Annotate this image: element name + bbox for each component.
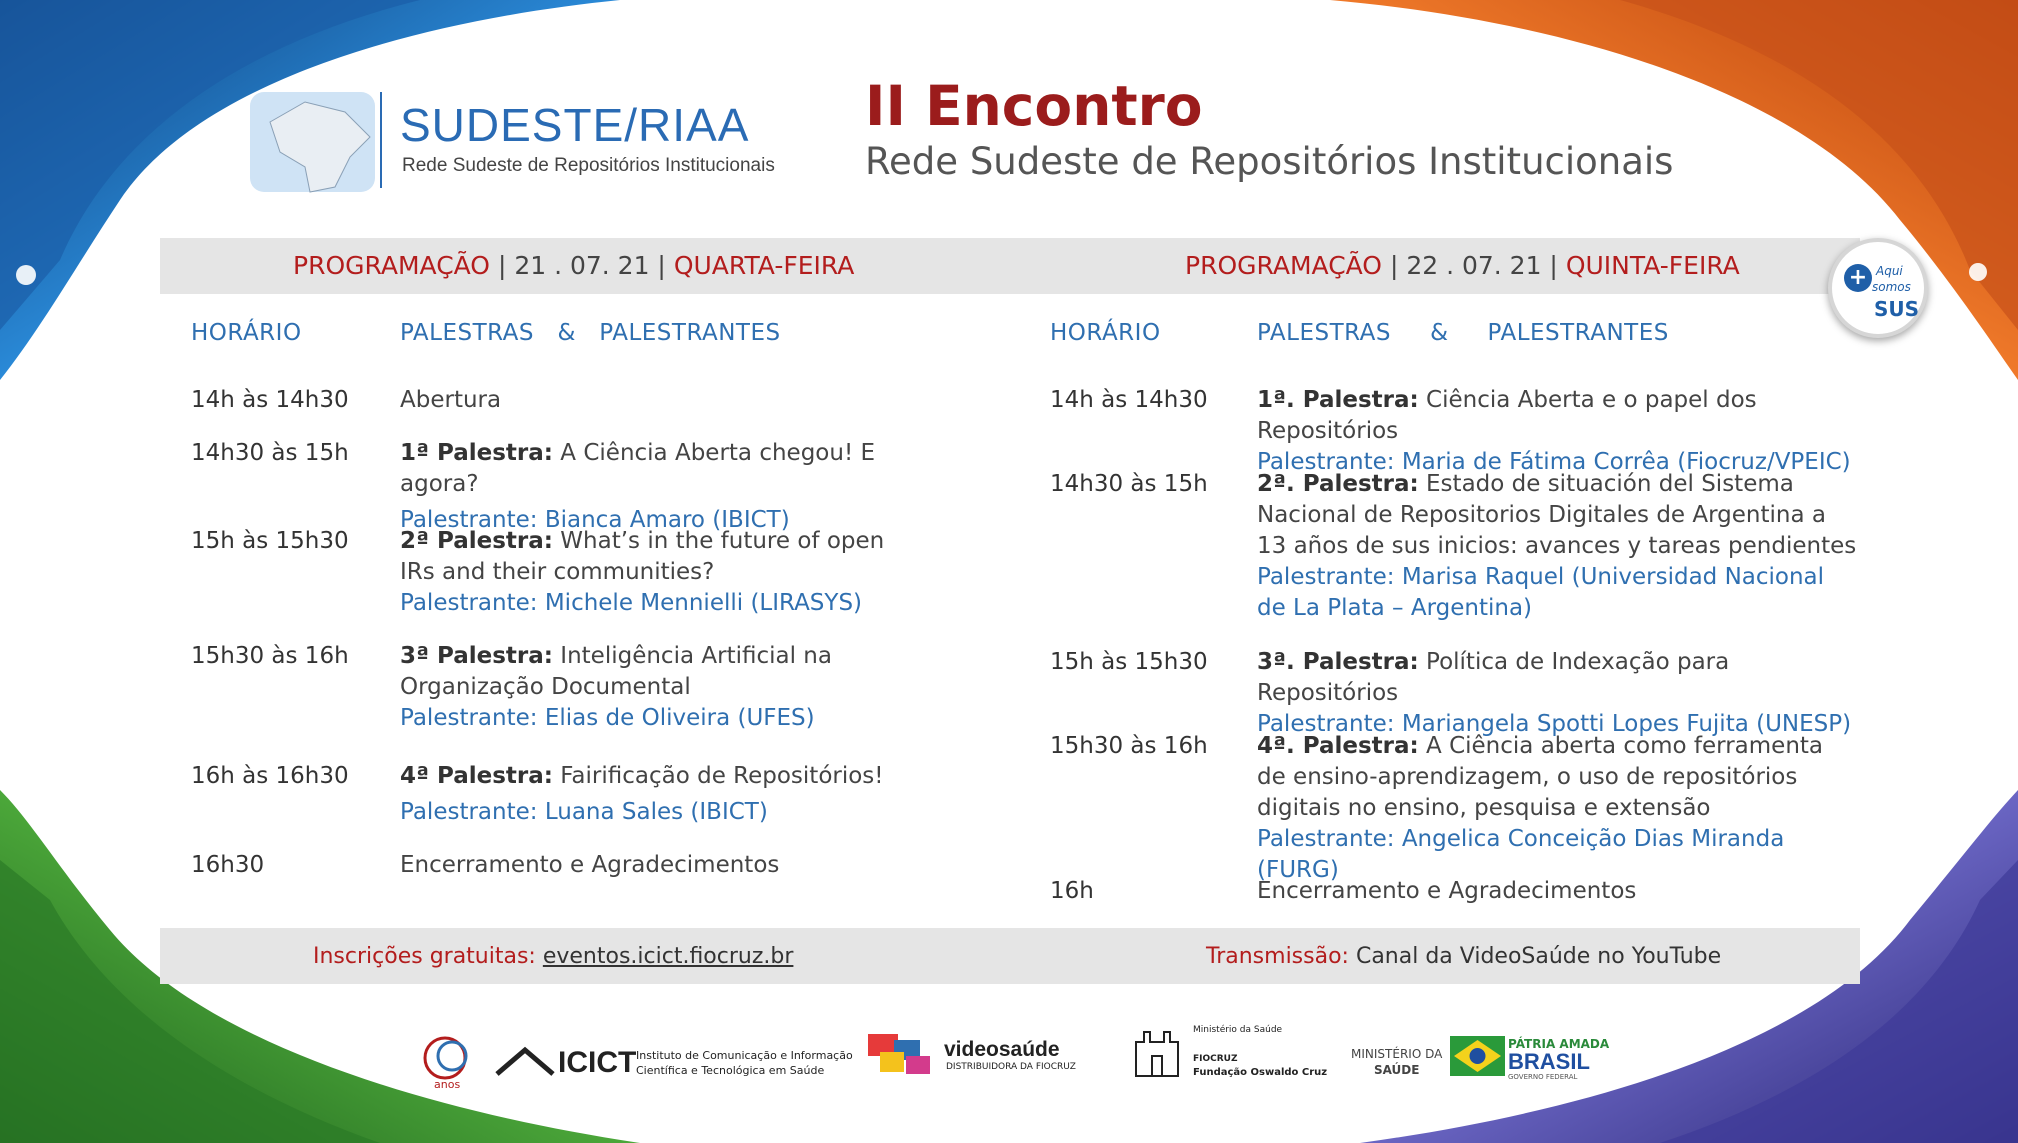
day1-row-time: 16h às 16h30 [191,763,349,789]
speaker: Palestrante: Michele Mennielli (LIRASYS) [400,590,863,616]
speaker: Palestrante: Elias de Oliveira (UFES) [400,705,815,731]
speaker: Palestrante: Angelica Conceição Dias Miranda (FURG) [1257,826,1785,883]
day1-row-text: 1ª Palestra: A Ciência Aberta chegou! E agora? Palestrante: Bianca Amaro (IBICT) [400,438,960,536]
day1-row-time: 14h30 às 15h [191,440,349,466]
day2-row-text: 1ª. Palestra: Ciência Aberta e o papel dos Repositórios Palestrante: Maria de Fátima Corrêa (Fiocruz/VPEIC) [1257,387,1851,475]
day1-row-text: Encerramento e Agradecimentos [400,852,780,878]
videosaude-name: videosaúde [944,1038,1060,1061]
day1-row-text: 4ª Palestra: Fairificação de Repositórios! Palestrante: Luana Sales (IBICT) [400,761,960,828]
header-separator [380,92,382,188]
day1-col-talks: PALESTRAS & PALESTRANTES [400,320,781,346]
patria-line-3: GOVERNO FEDERAL [1508,1073,1578,1081]
day2-row-text: 4ª. Palestra: A Ciência aberta como ferramenta de ensino-aprendizagem, o uso de repositórios digitais no ensino, pesquisa e extensão Palestrante: Angelica Conceição Dias Miranda (FURG) [1257,733,1824,883]
ministry-line-1: MINISTÉRIO DA [1351,1047,1443,1061]
icict-name: ICICT [558,1046,637,1079]
speaker: Palestrante: Marisa Raquel (Universidad Nacional de La Plata – Argentina) [1257,564,1825,621]
day1-row-time: 15h às 15h30 [191,528,349,554]
registration-link[interactable]: eventos.icict.fiocruz.br [542,944,794,969]
icict-roof-icon [495,1044,555,1078]
fiocruz-name: FIOCRUZ [1193,1054,1238,1064]
plus-icon: + [1844,264,1872,292]
day2-row-time: 16h [1050,878,1094,904]
day2-row-text: 2ª. Palestra: Estado de situación del Sistema Nacional de Repositorios Digitales de Argentina a 13 años de sus inicios: avances y tareas pendientes Palestrante: Marisa Raquel (Universidad Nacional de La Plata – Argentina) [1257,471,1857,621]
videosaude-desc: DISTRIBUIDORA DA FIOCRUZ [946,1062,1076,1072]
day2-row-time: 15h30 às 16h [1050,733,1208,759]
speaker: Palestrante: Mariangela Spotti Lopes Fujita (UNESP) [1257,711,1852,737]
speaker: Palestrante: Bianca Amaro (IBICT) [400,507,790,533]
day1-col-time: HORÁRIO [191,320,302,346]
patria-line-1: PÁTRIA AMADA [1508,1037,1610,1051]
day1-row-text: 3ª Palestra: Inteligência Artificial na Organização Documental Palestrante: Elias de Oliveira (UFES) [400,643,832,731]
day2-col-time: HORÁRIO [1050,320,1161,346]
day1-row-time: 14h às 14h30 [191,387,349,413]
aqui-somos-sus-badge: + Aqui somos SUS [1828,238,1928,338]
ministry-line-2: SAÚDE [1374,1063,1420,1077]
day1-row-time: 15h30 às 16h [191,643,349,669]
speaker: Palestrante: Luana Sales (IBICT) [400,799,768,825]
brazil-map-logo [250,82,380,202]
event-title: II Encontro [865,74,1203,138]
fiocruz-full-name: Fundação Oswaldo Cruz [1193,1067,1328,1078]
day1-row-time: 16h30 [191,852,265,878]
fiocruz-castle-icon [1132,1022,1182,1078]
speaker: Palestrante: Maria de Fátima Corrêa (Fiocruz/VPEIC) [1257,449,1851,475]
day2-row-text: 3ª. Palestra: Política de Indexação para Repositórios Palestrante: Mariangela Spotti Lopes Fujita (UNESP) [1257,649,1852,737]
day2-row-time: 14h às 14h30 [1050,387,1208,413]
day1-row-text: 2ª Palestra: What’s in the future of open IRs and their communities? Palestrante: Michele Mennielli (LIRASYS) [400,528,885,616]
brazil-flag-icon [1450,1036,1505,1076]
registration-info: Inscrições gratuitas: eventos.icict.fiocruz.br [313,944,794,969]
icict-desc-1: Instituto de Comunicação e Informação [636,1049,853,1062]
day1-row-text: Abertura [400,387,502,413]
event-subtitle: Rede Sudeste de Repositórios Institucionais [865,140,1674,183]
fiocruz-ministry: Ministério da Saúde [1193,1025,1283,1035]
videosaude-icon [866,1030,936,1080]
day2-program-heading: PROGRAMAÇÃO | 22 . 07. 21 | QUINTA-FEIRA [1185,251,1740,280]
patria-line-2: BRASIL [1508,1049,1590,1074]
day2-row-text: Encerramento e Agradecimentos [1257,878,1637,904]
logo-title: SUDESTE/RIAA [400,99,750,151]
transmission-info: Transmissão: Canal da VideoSaúde no YouTube [1206,944,1722,969]
day1-program-heading: PROGRAMAÇÃO | 21 . 07. 21 | QUARTA-FEIRA [293,251,855,280]
day2-row-time: 15h às 15h30 [1050,649,1208,675]
day2-row-time: 14h30 às 15h [1050,471,1208,497]
icict-desc-2: Científica e Tecnológica em Saúde [636,1064,825,1077]
icict-anniversary-logo: anos [420,1028,480,1090]
day2-col-talks: PALESTRAS & PALESTRANTES [1257,320,1669,346]
logo-subtitle: Rede Sudeste de Repositórios Institucionais [402,155,775,176]
